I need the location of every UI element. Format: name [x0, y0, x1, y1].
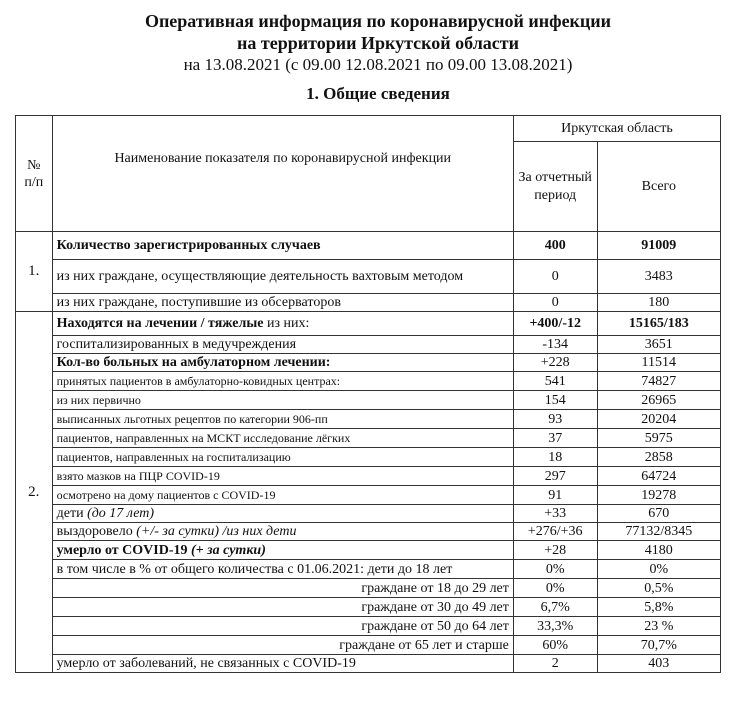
table-row	[16, 505, 721, 523]
table-row	[16, 372, 721, 391]
table-row	[16, 655, 721, 673]
row-label: в том числе в % от общего количества с 01.06.2021: дети до 18 лет	[52, 560, 513, 579]
row-label: выписанных льготных рецептов по категории 906-пп	[52, 410, 513, 429]
row-label-italic: (+/- за сутки) /из них дети	[136, 524, 297, 539]
table-row	[16, 467, 721, 486]
row-period-value: 37	[513, 429, 597, 448]
row-label: умерло от заболеваний, не связанных с COVID-19	[52, 655, 513, 673]
row-total-value: 0,5%	[597, 579, 720, 598]
row-period-value: +400/-12	[513, 312, 597, 336]
section-title: 1. Общие сведения	[306, 84, 450, 103]
row-total-value: 5,8%	[597, 598, 720, 617]
table-row	[16, 429, 721, 448]
row-label	[52, 312, 513, 336]
row-total-value: 15165/183	[597, 312, 720, 336]
row-total-value: 3483	[597, 260, 720, 294]
row-total-value: 91009	[597, 232, 720, 260]
row-total-value: 20204	[597, 410, 720, 429]
table-row	[16, 391, 721, 410]
row-label: Количество зарегистрированных случаев	[52, 232, 513, 260]
row-period-value: 154	[513, 391, 597, 410]
row-period-value: 0	[513, 294, 597, 312]
row-period-value: 400	[513, 232, 597, 260]
row-period-value: 91	[513, 486, 597, 505]
table-row	[16, 617, 721, 636]
row-total-value: 11514	[597, 354, 720, 372]
row-period-value: 93	[513, 410, 597, 429]
row-total-value: 0%	[597, 560, 720, 579]
table-row	[16, 636, 721, 655]
row-label: граждане от 50 до 64 лет	[52, 617, 513, 636]
title-line-1: Оперативная информация по коронавирусной инфекции	[144, 11, 612, 31]
row-label: пациентов, направленных на госпитализацию	[52, 448, 513, 467]
row-label: осмотрено на дому пациентов с COVID-19	[52, 486, 513, 505]
row-period-value: 541	[513, 372, 597, 391]
row-label: из них граждане, поступившие из обсерваторов	[52, 294, 513, 312]
covid-report-table	[15, 115, 721, 673]
table-row	[16, 232, 721, 260]
row-period-value: +28	[513, 541, 597, 560]
row-group-number: 2.	[16, 312, 53, 673]
column-header-period: За отчетный период	[513, 142, 597, 232]
row-total-value: 2858	[597, 448, 720, 467]
row-total-value: 3651	[597, 336, 720, 354]
report-header	[0, 10, 756, 104]
row-period-value: 0%	[513, 560, 597, 579]
row-total-value: 180	[597, 294, 720, 312]
row-total-value: 670	[597, 505, 720, 523]
row-period-value: +228	[513, 354, 597, 372]
row-label-bold-italic: (+ за сутки)	[191, 542, 266, 558]
row-label: граждане от 18 до 29 лет	[52, 579, 513, 598]
row-label: граждане от 30 до 49 лет	[52, 598, 513, 617]
table-row	[16, 336, 721, 354]
row-period-value: 2	[513, 655, 597, 673]
table-row	[16, 410, 721, 429]
row-period-value: 18	[513, 448, 597, 467]
row-total-value: 64724	[597, 467, 720, 486]
title-line-2: на территории Иркутской области	[237, 33, 519, 53]
row-label	[52, 505, 513, 523]
row-total-value: 70,7%	[597, 636, 720, 655]
row-label: из них первично	[52, 391, 513, 410]
date-line: на 13.08.2021 (с 09.00 12.08.2021 по 09.00 13.08.2021)	[183, 55, 573, 74]
row-label-plain: дети	[56, 506, 88, 521]
row-total-value: 74827	[597, 372, 720, 391]
row-total-value: 19278	[597, 486, 720, 505]
table-row	[16, 523, 721, 541]
row-group-number: 1.	[16, 232, 53, 312]
row-period-value: 33,3%	[513, 617, 597, 636]
row-label: пациентов, направленных на МСКТ исследование лёгких	[52, 429, 513, 448]
row-label: граждане от 65 лет и старше	[52, 636, 513, 655]
row-label: Кол-во больных на амбулаторном лечении:	[52, 354, 513, 372]
table-row	[16, 354, 721, 372]
row-period-value: -134	[513, 336, 597, 354]
column-header-indicator: Наименование показателя по коронавирусной инфекции	[52, 116, 513, 232]
row-label: принятых пациентов в амбулаторно-ковидных центрах:	[52, 372, 513, 391]
row-total-value: 403	[597, 655, 720, 673]
row-period-value: +33	[513, 505, 597, 523]
table-row	[16, 598, 721, 617]
row-total-value: 5975	[597, 429, 720, 448]
table-row	[16, 312, 721, 336]
row-label-bold: умерло от COVID-19	[56, 542, 191, 558]
row-total-value: 23 %	[597, 617, 720, 636]
table-row	[16, 541, 721, 560]
row-period-value: 60%	[513, 636, 597, 655]
row-total-value: 4180	[597, 541, 720, 560]
row-total-value: 26965	[597, 391, 720, 410]
table-row	[16, 294, 721, 312]
row-period-value: 6,7%	[513, 598, 597, 617]
row-label: взято мазков на ПЦР COVID-19	[52, 467, 513, 486]
row-label	[52, 541, 513, 560]
table-row	[16, 448, 721, 467]
row-label: госпитализированных в медучреждения	[52, 336, 513, 354]
row-period-value: +276/+36	[513, 523, 597, 541]
column-header-region: Иркутская область	[513, 116, 720, 142]
row-total-value: 77132/8345	[597, 523, 720, 541]
row-period-value: 0%	[513, 579, 597, 598]
table-row	[16, 579, 721, 598]
table-row	[16, 260, 721, 294]
table-row	[16, 560, 721, 579]
row-label-rest: из них:	[263, 316, 310, 331]
column-header-total: Всего	[597, 142, 720, 232]
row-label	[52, 523, 513, 541]
row-label: из них граждане, осуществляющие деятельность вахтовым методом	[52, 260, 513, 294]
row-label-plain: выздоровело	[56, 524, 137, 539]
row-period-value: 0	[513, 260, 597, 294]
table-row	[16, 486, 721, 505]
column-header-number: № п/п	[16, 116, 53, 232]
row-label-bold: Находятся на лечении / тяжелые	[56, 316, 264, 331]
row-label-italic: (до 17 лет)	[87, 506, 155, 521]
row-period-value: 297	[513, 467, 597, 486]
